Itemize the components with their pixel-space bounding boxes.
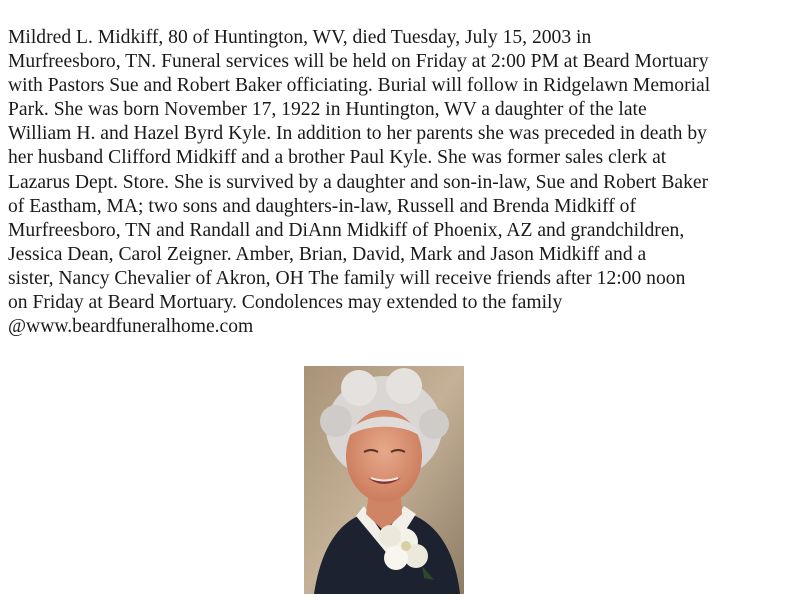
obituary-line: Mildred L. Midkiff, 80 of Huntington, WV, died Tuesday, July 15, 2003 in (8, 27, 592, 48)
obituary-line: Murfreesboro, TN. Funeral services will be held on Friday at 2:00 PM at Beard Mortuary (8, 51, 709, 73)
obituary-line: Park. She was born November 17, 1922 in Huntington, WV a daughter of the late (8, 99, 647, 121)
obituary-line: Lazarus Dept. Store. She is survived by a daughter and son-in-law, Sue and Robert Baker (8, 171, 709, 193)
obituary-line: with Pastors Sue and Robert Baker officiating. Burial will follow in Ridgelawn Memorial (8, 75, 711, 97)
obituary-line: of Eastham, MA; two sons and daughters-in-law, Russell and Brenda Midkiff of (8, 195, 636, 217)
obituary-line: William H. and Hazel Byrd Kyle. In addition to her parents she was preceded in death by (8, 123, 707, 145)
obituary-text (8, 26, 710, 339)
obituary-line: her husband Clifford Midkiff and a brother Paul Kyle. She was former sales clerk at (8, 147, 667, 169)
portrait-illustration (304, 366, 464, 594)
obituary-line: sister, Nancy Chevalier of Akron, OH The family will receive friends after 12:00 noon (8, 267, 686, 289)
obituary-line: Murfreesboro, TN and Randall and DiAnn Midkiff of Phoenix, AZ and grandchildren, (8, 219, 685, 241)
obituary-line: @www.beardfuneralhome.com (8, 316, 254, 338)
obituary-line: on Friday at Beard Mortuary. Condolences may extended to the family (8, 292, 563, 314)
obituary-line: Jessica Dean, Carol Zeigner. Amber, Brian, David, Mark and Jason Midkiff and a (8, 243, 647, 265)
portrait-photo (304, 366, 464, 594)
